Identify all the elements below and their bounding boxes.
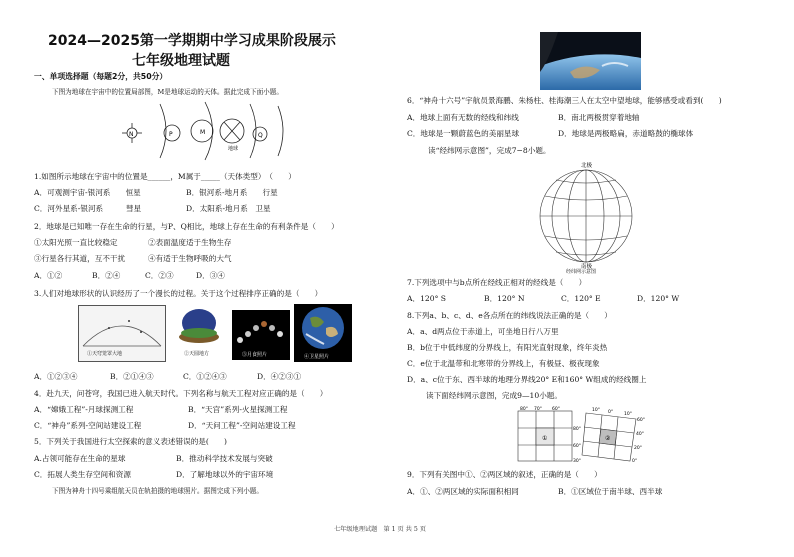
grid-top-6: 10° — [624, 412, 632, 417]
q7-option-d: D．120° W — [637, 294, 680, 303]
q4-stem: 4．赴九天，问苍穹，我国已进入航天时代。下列名称与航天工程对应正确的是（ ） — [34, 389, 328, 398]
q2-option-a: A．①② — [34, 271, 63, 280]
q2-option-b: B．②④ — [92, 271, 121, 280]
q2-item-1: ①太阳光照一直比较稳定 — [34, 238, 118, 247]
q9-option-a: A．①、②两区域的实际面积相同 — [407, 487, 519, 496]
q3-option-a: A．①②③④ — [34, 372, 78, 381]
globe-south-label: 南极 — [581, 264, 593, 270]
section-heading: 一、单项选择题（每题2分，共50分） — [34, 72, 168, 81]
q4-option-d: D．“天问工程”-空间站建设工程 — [188, 421, 296, 430]
q6-option-c: C．地球是一颗蔚蓝色的美丽星球 — [407, 129, 520, 138]
label-m: M — [200, 129, 206, 136]
region-2-label: ② — [605, 435, 611, 442]
grid-right-4: 0° — [632, 459, 638, 464]
q2-item-2: ②表面温度适于生物生存 — [148, 238, 232, 247]
q7-stem: 7.下列选项中与b点所在经线正相对的经线是（ ） — [407, 278, 587, 287]
caption-2: ②天圆地方 — [184, 351, 210, 357]
lat-long-grid-figure — [508, 405, 648, 465]
q4-option-a: A．“嫦娥工程”-月球探测工程 — [34, 405, 134, 414]
q5-stem: 5．下列关于我国进行太空探索的意义表述错误的是( ) — [34, 437, 228, 446]
q7-option-b: B．120° N — [484, 294, 525, 303]
q2-option-c: C．②③ — [145, 271, 174, 280]
grid-right-2: 40° — [636, 432, 644, 437]
globe-caption: 经纬网示意图 — [566, 269, 597, 275]
q2-option-d: D．③④ — [196, 271, 225, 280]
q9-stem: 9．下列有关图中①、②两区域的叙述，正确的是（ ） — [407, 470, 602, 479]
q1-option-b: B．银河系-地月系 行星 — [186, 188, 278, 197]
q1-option-d: D．太阳系-地月系 卫星 — [186, 204, 271, 213]
exam-subtitle: 七年级地理试题 — [132, 53, 230, 69]
grid-left-2: 60° — [573, 444, 581, 449]
exam-title: 2024—2025第一学期期中学习成果阶段展示 — [48, 33, 336, 49]
q6-option-a: A．地球上面有无数的经线和纬线 — [407, 113, 519, 122]
q5-option-c: C．拓展人类生存空间和资源 — [34, 470, 131, 479]
q3-option-c: C．①②④③ — [183, 372, 227, 381]
q2-item-4: ④有适于生物呼吸的大气 — [148, 254, 232, 263]
satellite-earth-image — [294, 304, 352, 362]
q6-option-d: D．地球是两极略扁，赤道略鼓的椭球体 — [558, 129, 694, 138]
q2-item-3: ③行星各行其道，互不干扰 — [34, 254, 126, 263]
q6-option-b: B．南北两极贯穿着地轴 — [558, 113, 640, 122]
q8-option-d: D．a、c位于东、西半球的地理分界线20° E和160° W组成的经线圈上 — [407, 375, 647, 384]
q1-option-c: C．河外星系-银河系 彗星 — [34, 204, 142, 213]
q7-option-c: C．120° E — [561, 294, 601, 303]
q8-stem: 8.下列a、b、c、d、e各点所在的纬线说法正确的是（ ） — [407, 311, 612, 320]
q1-option-a: A．可观测宇宙-银河系 恒星 — [34, 188, 141, 197]
q5-option-d: D．了解地球以外的宇宙环境 — [176, 470, 274, 479]
grid-top-4: 10° — [592, 408, 600, 413]
grid-left-3: 30° — [573, 459, 581, 464]
q3-stem: 3.人们对地球形状的认识经历了一个漫长的过程。关于这个过程排序正确的是（ ） — [34, 289, 323, 298]
grid-left-1: 80° — [573, 427, 581, 432]
intro-q9-10: 读下面经纬网示意图，完成9—10小题。 — [426, 391, 562, 400]
q9-option-b: B．①区域位于南半球、西半球 — [558, 487, 663, 496]
grid-top-1: 80° — [520, 407, 528, 412]
grid-top-3: 60° — [552, 407, 560, 412]
q4-option-b: B．“天宫”系列-火星探测工程 — [188, 405, 288, 414]
caption-4: ④卫星照片 — [304, 354, 330, 360]
grid-right-1: 60° — [637, 418, 645, 423]
label-q: Q — [258, 132, 263, 139]
q8-option-a: A．a、d两点位于赤道上，可坐地日行八万里 — [407, 327, 559, 336]
globe-north-label: 北极 — [581, 163, 593, 169]
label-p: P — [169, 131, 173, 138]
q8-option-b: B．b位于中低纬度的分界线上，有阳光直射现象，终年炎热 — [407, 343, 608, 352]
q4-option-c: C．“神舟”系列-空间站建设工程 — [34, 421, 142, 430]
caption-3: ③月食照片 — [242, 352, 268, 358]
caption-1: ①天穹笼罩大地 — [87, 351, 123, 357]
q5-option-a: A.占领可能存在生命的星球 — [34, 454, 126, 463]
solar-system-figure — [120, 100, 290, 162]
q3-option-d: D．④②③① — [257, 372, 302, 381]
ancient-dome-image — [78, 305, 166, 362]
label-earth: 地球 — [228, 146, 239, 152]
lunar-eclipse-image — [232, 310, 290, 360]
grid-top-5: 0° — [608, 410, 614, 415]
graticule-globe-figure — [530, 158, 642, 273]
label-n: N — [129, 131, 134, 138]
q8-option-c: C．e位于北温带和北寒带的分界线上，有极昼、极夜现象 — [407, 359, 600, 368]
intro-q7-8: 读“经纬网示意图”，完成7−8小题。 — [428, 146, 551, 155]
intro-q6: 下图为神舟十四号乘组航天员在轨拍摄的地球照片。据图完成下列小题。 — [52, 487, 263, 495]
q3-option-b: B．②①④③ — [110, 372, 154, 381]
q2-stem: 2．地球是已知唯一存在生命的行星，与P、Q相比，地球上存在生命的有利条件是（ ） — [34, 222, 339, 231]
region-1-label: ① — [542, 435, 548, 442]
q6-stem: 6．“神舟十六号”宇航员景海鹏、朱杨柱、桂海潮三人在太空中望地球，能够感受或看到( ) — [407, 96, 722, 105]
square-earth-image — [176, 307, 222, 359]
grid-top-2: 70° — [534, 407, 542, 412]
intro-q1-2: 下图为地球在宇宙中的位置局部图，M是地球运动的天体。据此完成下面小题。 — [52, 88, 283, 96]
q5-option-b: B．推动科学技术发展与突破 — [176, 454, 273, 463]
earth-photo-from-space — [540, 32, 641, 90]
q7-option-a: A．120° S — [407, 294, 446, 303]
q1-stem: 1.如图所示地球在宇宙中的位置是______，M属于_____（天体类型） （ ） — [34, 172, 296, 181]
grid-right-3: 20° — [634, 446, 642, 451]
page-footer: 七年级地理试题 第 1 页 共 5 页 — [334, 526, 426, 533]
